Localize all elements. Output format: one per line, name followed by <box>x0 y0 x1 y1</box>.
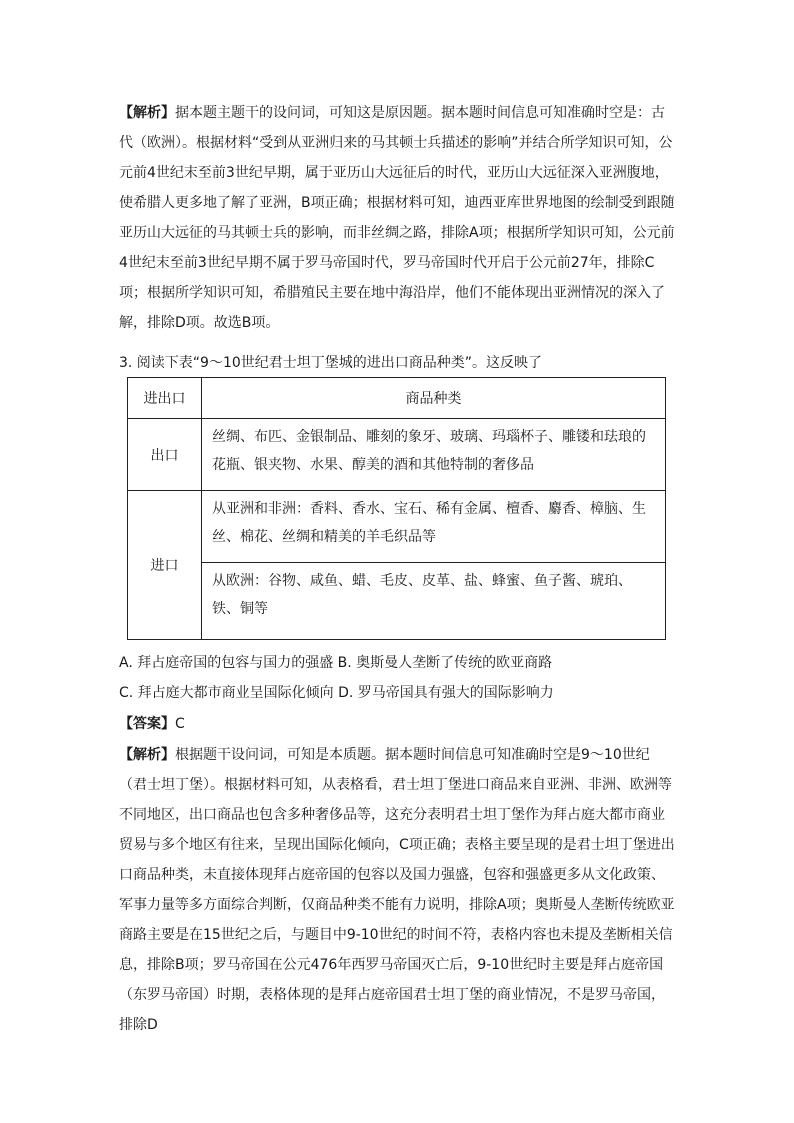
table-header-row <box>128 378 666 419</box>
answer-line <box>119 709 185 739</box>
import-europe-cell: 从欧洲：谷物、咸鱼、蜡、毛皮、皮革、盐、蜂蜜、鱼子酱、琥珀、铁、铜等 <box>202 563 666 640</box>
import-label-cell: 进口 <box>128 491 202 640</box>
answer-value: C <box>175 716 185 732</box>
table-row <box>128 419 666 491</box>
analysis-paragraph-2 <box>119 740 675 1040</box>
import-asia-africa-cell: 从亚洲和非洲：香料、香水、宝石、稀有金属、檀香、麝香、樟脑、生丝、棉花、丝绸和精美的羊毛织品等 <box>202 491 666 563</box>
table-row <box>128 563 666 640</box>
goods-table <box>127 377 666 640</box>
analysis-paragraph-1 <box>119 98 675 338</box>
question-3-stem: 3. 阅读下表“9～10世纪君士坦丁堡城的进出口商品种类”。这反映了 <box>119 355 543 371</box>
answer-tag: 【答案】 <box>119 716 175 732</box>
analysis-text: 根据题干设问词，可知是本质题。据本题时间信息可知准确时空是9～10世纪（君士坦丁堡）。根据材料可知，从表格看，君士坦丁堡进口商品来自亚洲、非洲、欧洲等不同地区，出口商品也包含多种奢侈品等，这充分表明君士坦丁堡作为拜占庭大都市商业贸易与多个地区有往来，呈现出国际化倾向，C项正确；表格主要呈现的是君士坦丁堡进出口商品种类，未直接体现拜占庭帝国的包容以及国力强盛，包容和强盛更多从文化政策、军事力量等多方面综合判断，仅商品种类不能有力说明，排除A项；奥斯曼人垄断传统欧亚商路主要是在15世纪之后，与题目中9-10世纪的时间不符，表格内容也未提及垄断相关信息，排除B项；罗马帝国在公元476年西罗马帝国灭亡后，9-10世纪时主要是拜占庭帝国（东罗马帝国）时期，表格体现的是拜占庭帝国君士坦丁堡的商业情况，不是罗马帝国，排除D <box>119 747 675 1033</box>
analysis-tag: 【解析】 <box>119 747 175 763</box>
header-goods-cell: 商品种类 <box>202 378 666 419</box>
analysis-text: 据本题主题干的设问词，可知这是原因题。据本题时间信息可知准确时空是：古代（欧洲）。根据材料“受到从亚洲归来的马其顿士兵描述的影响”并结合所学知识可知，公元前4世纪末至前3世纪早期，属于亚历山大远征后的时代，亚历山大远征深入亚洲腹地，使希腊人更多地了解了亚洲，B项正确；根据材料可知，迪西亚库世界地图的绘制受到跟随亚历山大远征的马其顿士兵的影响，而非丝绸之路，排除A项；根据所学知识可知，公元前4世纪末至前3世纪早期不属于罗马帝国时代，罗马帝国时代开启于公元前27年，排除C项；根据所学知识可知，希腊殖民主要在地中海沿岸，他们不能体现出亚洲情况的深入了解，排除D项。故选B项。 <box>119 105 675 331</box>
options-line-2: C. 拜占庭大都市商业呈国际化倾向 D. 罗马帝国具有强大的国际影响力 <box>119 685 554 701</box>
export-goods-cell: 丝绸、布匹、金银制品、雕刻的象牙、玻璃、玛瑙杯子、雕镂和珐琅的花瓶、银夹物、水果、醇美的酒和其他特制的奢侈品 <box>202 419 666 491</box>
analysis-tag: 【解析】 <box>119 105 175 121</box>
export-label-cell: 出口 <box>128 419 202 491</box>
options-line-1: A. 拜占庭帝国的包容与国力的强盛 B. 奥斯曼人垄断了传统的欧亚商路 <box>119 655 553 671</box>
table-row <box>128 491 666 563</box>
header-type-cell: 进出口 <box>128 378 202 419</box>
